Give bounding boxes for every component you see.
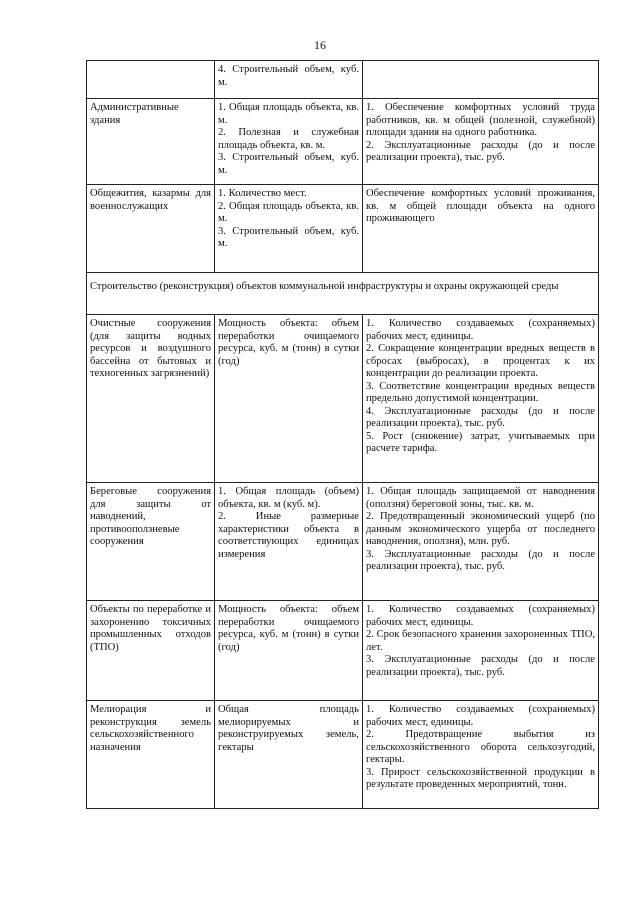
cell-line: Объекты по переработке и захоронению токсичных промышленных отходов (ТПО): [90, 604, 211, 653]
cell-line: 1. Количество создаваемых (сохраняемых) рабочих мест, единицы.: [366, 704, 595, 728]
effect-cell: [363, 61, 599, 99]
table-row: [87, 483, 599, 601]
cell-line: 4. Эксплуатационные расходы (до и после реализации проекта), тыс. руб.: [366, 405, 595, 429]
cell-line: Общая площадь мелиорируемых и реконструируемых земель, гектары: [218, 704, 359, 753]
capacity-cell: [215, 185, 363, 273]
cell-line: 1. Общая площадь объекта, кв. м.: [218, 102, 359, 126]
cell-line: 3. Строительный объем, куб. м.: [218, 225, 359, 249]
table-row: [87, 601, 599, 701]
cell-line: 2. Общая площадь объекта, кв. м.: [218, 200, 359, 224]
cell-line: 3. Соответствие концентрации вредных веществ предельно допустимой концентрации.: [366, 380, 595, 404]
table-row: [87, 185, 599, 273]
cell-line: Обеспечение комфортных условий проживания, кв. м общей площади объекта на одного проживающего: [366, 188, 595, 224]
section-row: [87, 273, 599, 315]
object-type-cell: [87, 701, 215, 809]
object-type-cell: [87, 185, 215, 273]
effect-cell: [363, 185, 599, 273]
capacity-cell: [215, 61, 363, 99]
cell-line: 2. Эксплуатационные расходы (до и после реализации проекта), тыс. руб.: [366, 139, 595, 163]
cell-line: 2. Предотвращение выбытия из сельскохозяйственного оборота сельхозугодий, гектары.: [366, 729, 595, 765]
cell-line: 5. Рост (снижение) затрат, учитываемых при расчете тарифа.: [366, 430, 595, 454]
cell-line: Административные здания: [90, 102, 179, 126]
cell-line: 1. Количество создаваемых (сохраняемых) рабочих мест, единицы.: [366, 318, 595, 342]
cell-line: 4. Строительный объем, куб. м.: [218, 64, 359, 88]
cell-line: Мелиорация и реконструкция земель сельскохозяйственного назначения: [90, 704, 211, 753]
object-type-cell: [87, 315, 215, 483]
cell-line: 2. Сокращение концентрации вредных веществ в сбросах (выбросах), в процентах к их концентрации до реализации проекта.: [366, 343, 595, 379]
table-row: [87, 701, 599, 809]
cell-line: 2. Предотвращенный экономический ущерб (по данным экономического ущерба от последнего наводнения, оползня), млн. руб.: [366, 511, 595, 547]
cell-line: 3. Прирост сельскохозяйственной продукции в результате проведенных мероприятий, тонн.: [366, 766, 595, 790]
indicators-table: [86, 60, 599, 809]
cell-line: 1. Общая площадь (объем) объекта, кв. м (куб. м).: [218, 486, 359, 510]
cell-line: 2. Срок безопасного хранения захороненных ТПО, лет.: [366, 629, 596, 653]
capacity-cell: [215, 483, 363, 601]
cell-line: 2. Иные размерные характеристики объекта в соответствующих единицах измерения: [218, 511, 359, 560]
object-type-cell: [87, 99, 215, 185]
cell-line: Береговые сооружения для защиты от наводнений, противооползневые сооружения: [90, 486, 211, 547]
table-row: [87, 99, 599, 185]
cell-line: 3. Эксплуатационные расходы (до и после реализации проекта), тыс. руб.: [366, 654, 595, 678]
page-number: 16: [314, 38, 326, 52]
object-type-cell: [87, 61, 215, 99]
cell-line: Мощность объекта: объем переработки очищаемого ресурса, куб. м (тонн) в сутки (год): [218, 604, 359, 653]
table-row: [87, 61, 599, 99]
table-row: [87, 315, 599, 483]
cell-line: Общежития, казармы для военнослужащих: [90, 188, 211, 212]
effect-cell: [363, 483, 599, 601]
cell-line: 3. Эксплуатационные расходы (до и после реализации проекта), тыс. руб.: [366, 548, 595, 572]
effect-cell: [363, 701, 599, 809]
capacity-cell: [215, 701, 363, 809]
cell-line: 1. Обеспечение комфортных условий труда работников, кв. м общей (полезной, служебной) площади здания на одного работника.: [366, 102, 595, 138]
cell-line: 1. Количество создаваемых (сохраняемых) рабочих мест, единицы.: [366, 604, 595, 628]
object-type-cell: [87, 601, 215, 701]
object-type-cell: [87, 483, 215, 601]
table-body: [87, 61, 599, 809]
capacity-cell: [215, 601, 363, 701]
effect-cell: [363, 99, 599, 185]
cell-line: 3. Строительный объем, куб. м.: [218, 152, 359, 176]
cell-line: 1. Общая площадь защищаемой от наводнения (оползня) береговой зоны, тыс. кв. м.: [366, 486, 595, 510]
effect-cell: [363, 601, 599, 701]
capacity-cell: [215, 99, 363, 185]
cell-line: Мощность объекта: объем переработки очищаемого ресурса, куб. м (тонн) в сутки (год): [218, 318, 359, 367]
section-heading: Строительство (реконструкция) объектов коммунальной инфраструктуры и охраны окружающей среды: [87, 273, 599, 315]
capacity-cell: [215, 315, 363, 483]
effect-cell: [363, 315, 599, 483]
cell-line: 1. Количество мест.: [218, 188, 307, 199]
cell-line: 2. Полезная и служебная площадь объекта, кв. м.: [218, 127, 359, 151]
cell-line: Очистные сооружения (для защиты водных ресурсов и воздушного бассейна от бытовых и техногенных загрязнений): [90, 318, 211, 379]
